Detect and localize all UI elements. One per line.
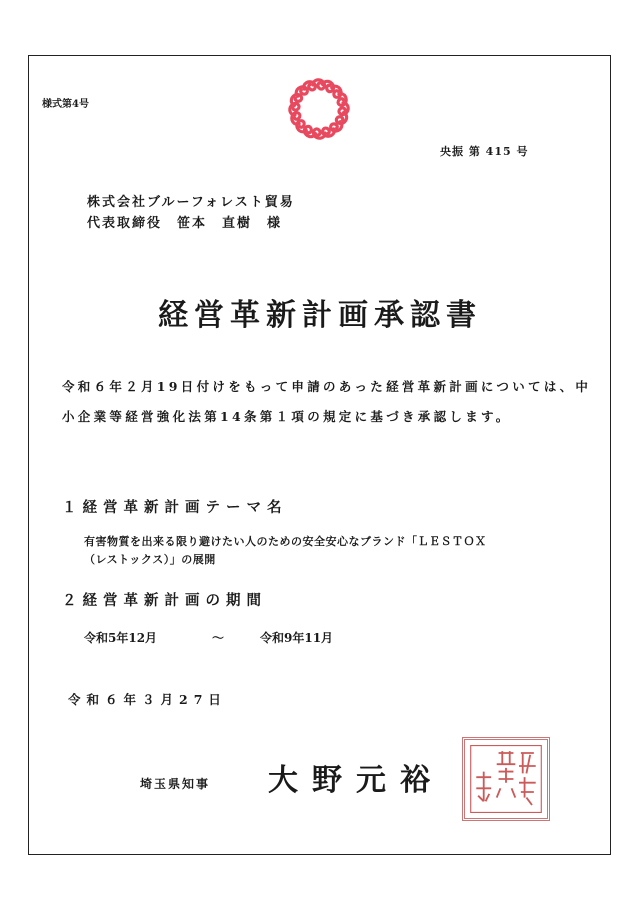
theme-name — [84, 533, 487, 569]
emblem-petal — [335, 92, 348, 106]
recipient-company: 株式会社ブルーフォレスト貿易 — [87, 195, 295, 210]
certificate-border — [28, 55, 611, 855]
period-separator: ～ — [212, 631, 225, 645]
document-title: 経営革新計画承認書 — [158, 298, 482, 333]
theme-line-2: （レストックス）」の展開 — [84, 553, 216, 566]
theme-line-1: 有害物質を出来る限り避けたい人のための安全安心なブランド「ＬＥＳＴＯＸ — [84, 535, 487, 548]
section-2-heading: ２経営革新計画の期間 — [62, 592, 267, 609]
period-end: 令和9年11月 — [260, 631, 334, 645]
issue-date: 令和６年３月27日 — [68, 692, 227, 707]
issuer-title: 埼玉県知事 — [140, 777, 211, 791]
prefecture-emblem-icon — [285, 75, 353, 143]
document-number: 央振 第 415 号 — [440, 145, 529, 158]
form-number: 様式第4号 — [42, 99, 89, 110]
section-1-heading: １経営革新計画テーマ名 — [62, 499, 288, 516]
official-seal-icon — [462, 737, 550, 821]
recipient-representative: 代表取締役 笹本 直樹 様 — [87, 216, 283, 231]
recipient-block — [87, 192, 295, 234]
approval-body-text: 令和６年２月19日付けをもって申請のあった経営革新計画については、中小企業等経営強化法第14条第１項の規定に基づき承認します。 — [62, 379, 592, 424]
issuer-signature: 大野元裕 — [268, 763, 444, 798]
period-start: 令和5年12月 — [84, 631, 158, 645]
